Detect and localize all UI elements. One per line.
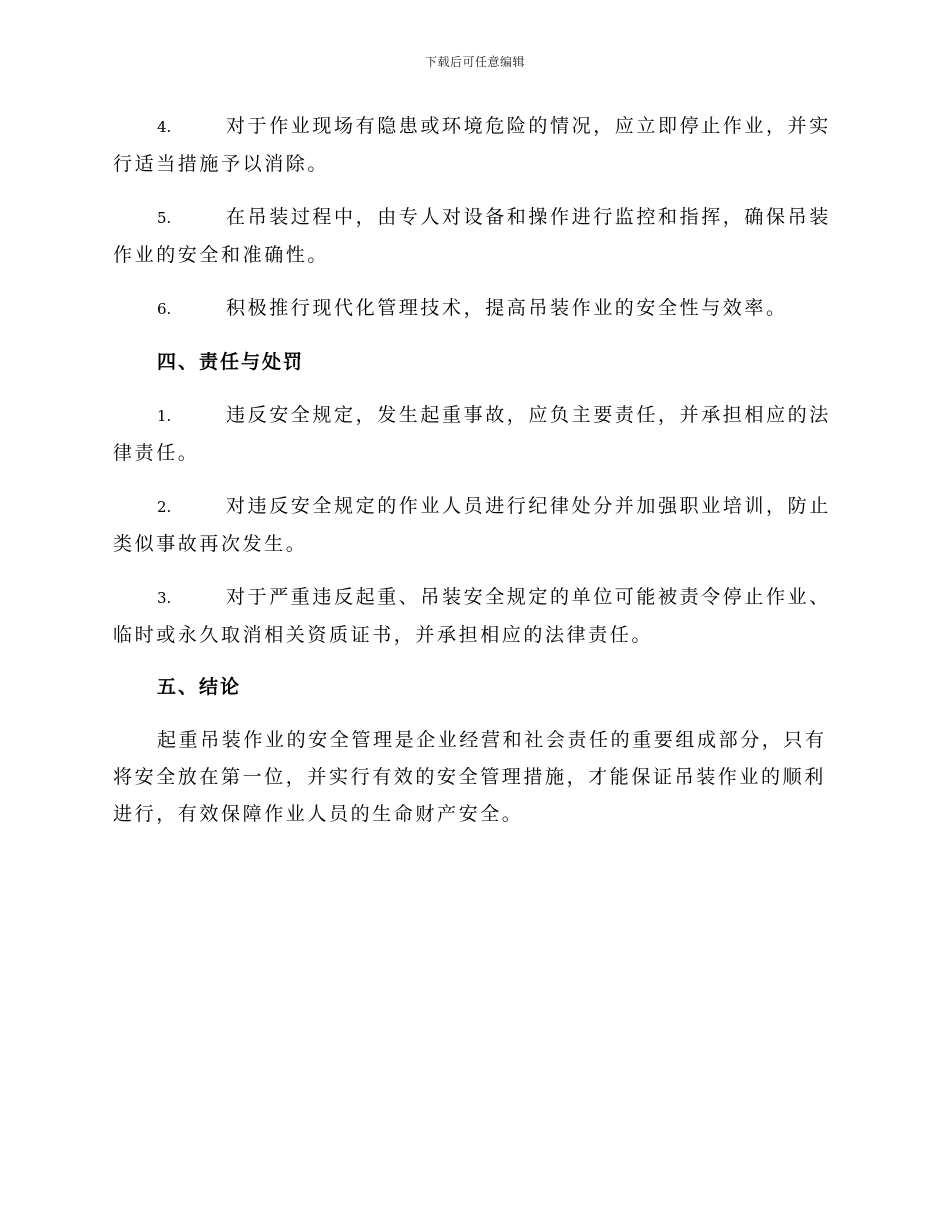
- item-text: 在吊装过程中，由专人对设备和操作进行监控和指挥，确保吊装作业的安全和准确性。: [113, 206, 831, 266]
- item-text: 对违反安全规定的作业人员进行纪律处分并加强职业培训，防止类似事故再次发生。: [113, 495, 831, 555]
- item-text: 对于作业现场有隐患或环境危险的情况，应立即停止作业，并实行适当措施予以消除。: [113, 115, 831, 175]
- item-number: 1.: [157, 407, 172, 425]
- page-header-note: 下载后可任意编辑: [424, 55, 525, 69]
- item-number: 3.: [157, 589, 172, 607]
- list-item: [113, 290, 835, 328]
- section-heading: 五、结论: [157, 676, 242, 698]
- conclusion-paragraph: 起重吊装作业的安全管理是企业经营和社会责任的重要组成部分，只有将安全放在第一位，并实行有效的安全管理措施，才能保证吊装作业的顺利进行，有效保障作业人员的生命财产安全。: [113, 729, 827, 825]
- list-item: [113, 579, 835, 654]
- item-number: 5.: [157, 209, 172, 227]
- item-text: 积极推行现代化管理技术，提高吊装作业的安全性与效率。: [226, 297, 788, 319]
- list-item: [113, 397, 835, 472]
- item-number: 2.: [157, 498, 172, 516]
- list-item: [113, 488, 835, 563]
- item-text: 对于严重违反起重、吊装安全规定的单位可能被责令停止作业、临时或永久取消相关资质证书，并承担相应的法律责任。: [113, 586, 831, 646]
- list-item: [113, 199, 835, 274]
- item-number: 6.: [157, 300, 172, 318]
- section-heading: 四、责任与处罚: [157, 351, 305, 373]
- item-text: 违反安全规定，发生起重事故，应负主要责任，并承担相应的法律责任。: [113, 404, 831, 464]
- list-item: [113, 108, 835, 183]
- item-number: 4.: [157, 118, 172, 136]
